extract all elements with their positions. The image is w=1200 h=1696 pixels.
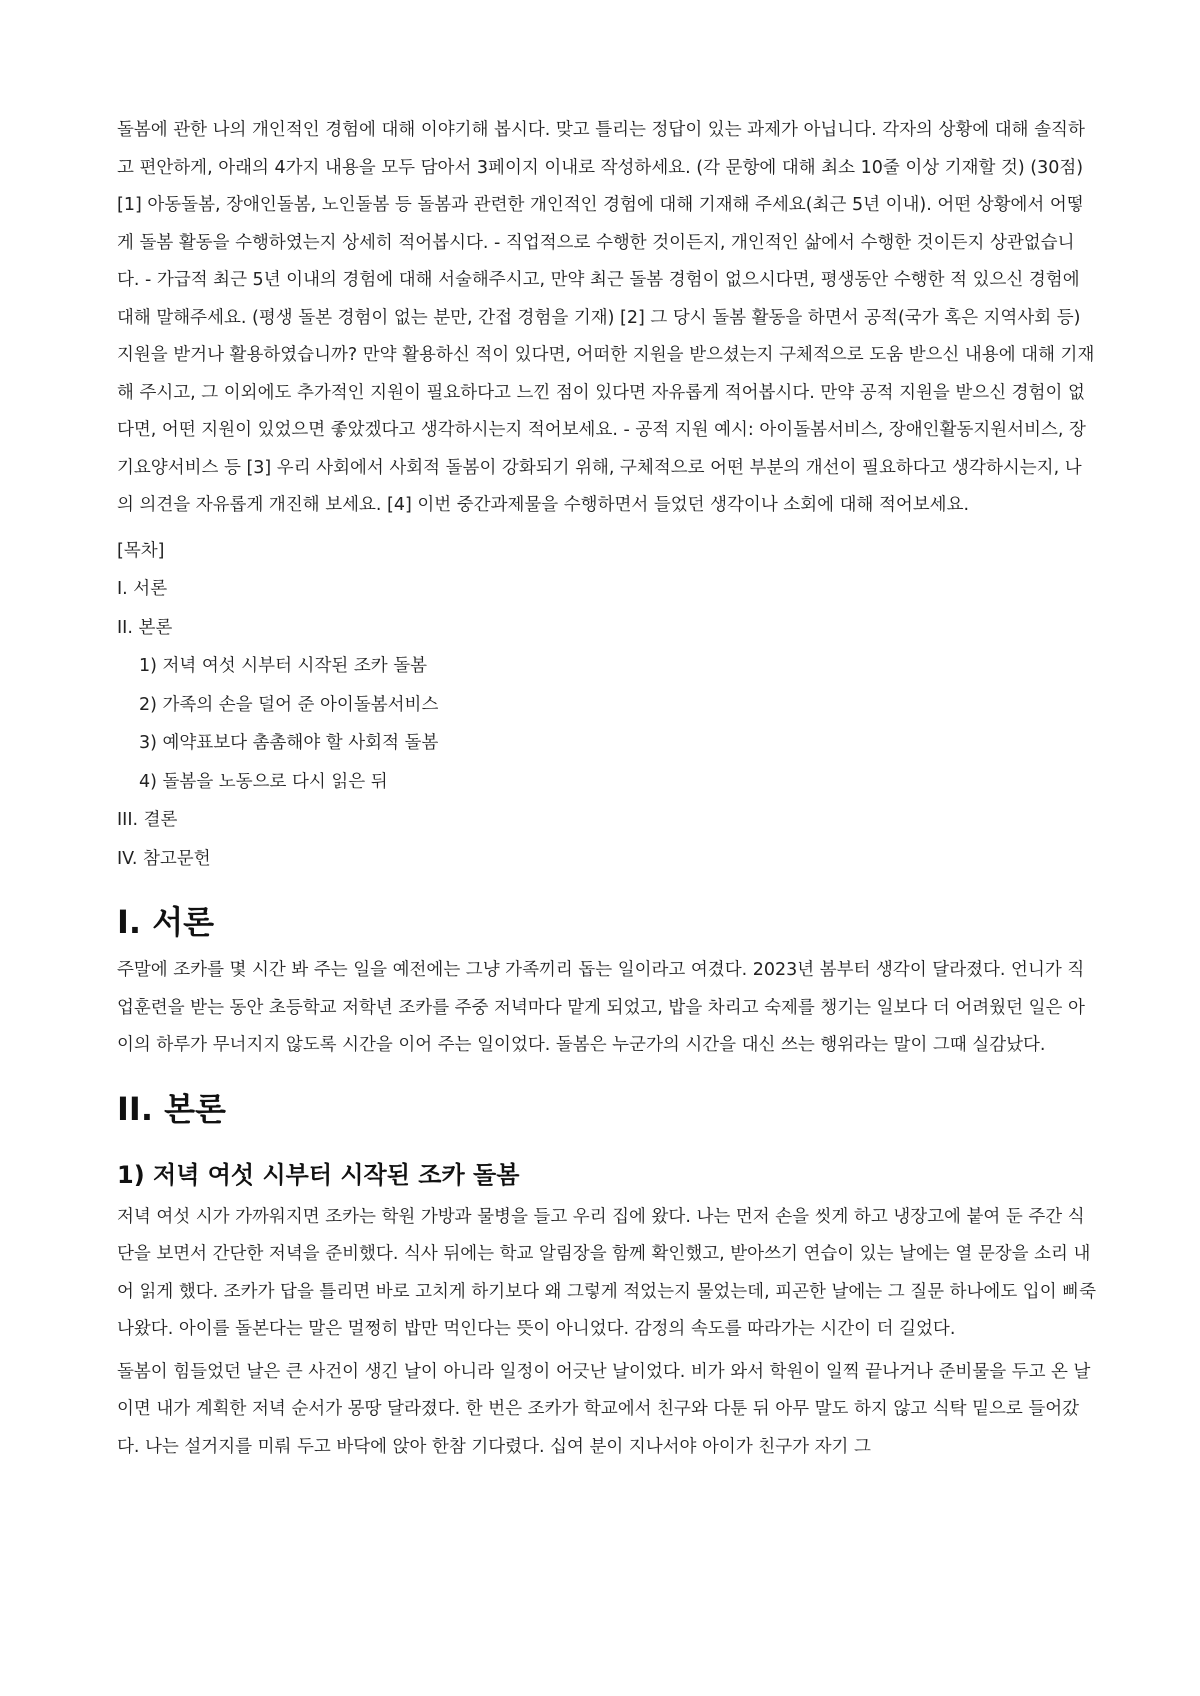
body-paragraph: 돌봄이 힘들었던 날은 큰 사건이 생긴 날이 아니라 일정이 어긋난 날이었다. 비가 와서 학원이 일찍 끝나거나 준비물을 두고 온 날이면 내가 계획한 저녁 순서가 몽땅 달라졌다. 한 번은 조카가 학교에서 친구와 다툰 뒤 아무 말도 하지 않고 식탁 밑으로 들어갔다. 나는 설거지를 미뤄 두고 바닥에 앉아 한참 기다렸다. 십여 분이 지나서야 아이가 친구가 자기 그	[117, 1361, 1091, 1457]
toc-item: IV. 참고문헌	[117, 848, 211, 869]
toc-item: III. 결론	[117, 810, 178, 830]
toc-item: I. 서론	[117, 579, 168, 599]
table-of-contents	[117, 533, 1096, 879]
toc-heading: [목차]	[117, 540, 165, 561]
subsection-heading-1: 1) 저녁 여섯 시부터 시작된 조카 돌봄	[117, 1160, 520, 1189]
toc-item: II. 본론	[117, 617, 173, 638]
assignment-prompt: 돌봄에 관한 나의 개인적인 경험에 대해 이야기해 봅시다. 맞고 틀리는 정답이 있는 과제가 아닙니다. 각자의 상황에 대해 솔직하고 편안하게, 아래의 4가지 내용을 모두 담아서 3페이지 이내로 작성하세요. (각 문항에 대해 최소 10줄 이상 기재할 것) (30점) [1] 아동돌봄, 장애인돌봄, 노인돌봄 등 돌봄과 관련한 개인적인 경험에 대해 기재해 주세요(최근 5년 이내). 어떤 상황에서 어떻게 돌봄 활동을 수행하였는지 상세히 적어봅시다. - 직업적으로 수행한 것이든지, 개인적인 삶에서 수행한 것이든지 상관없습니다. - 가급적 최근 5년 이내의 경험에 대해 서술해주시고, 만약 최근 돌봄 경험이 없으시다면, 평생동안 수행한 적 있으신 경험에 대해 말해주세요. (평생 돌본 경험이 없는 분만, 간접 경험을 기재) [2] 그 당시 돌봄 활동을 하면서 공적(국가 혹은 지역사회 등) 지원을 받거나 활용하였습니까? 만약 활용하신 적이 있다면, 어떠한 지원을 받으셨는지 구체적으로 도움 받으신 내용에 대해 기재해 주시고, 그 이외에도 추가적인 지원이 필요하다고 느낀 점이 있다면 자유롭게 적어봅시다. 만약 공적 지원을 받으신 경험이 없다면, 어떤 지원이 있었으면 좋았겠다고 생각하시는지 적어보세요. - 공적 지원 예시: 아이돌봄서비스, 장애인활동지원서비스, 장기요양서비스 등 [3] 우리 사회에서 사회적 돌봄이 강화되기 위해, 구체적으로 어떤 부분의 개선이 필요하다고 생각하시는지, 나의 의견을 자유롭게 개진해 보세요. [4] 이번 중간과제물을 수행하면서 들었던 생각이나 소회에 대해 적어보세요.	[117, 120, 1095, 515]
body-paragraph: 저녁 여섯 시가 가까워지면 조카는 학원 가방과 물병을 들고 우리 집에 왔다. 나는 먼저 손을 씻게 하고 냉장고에 붙여 둔 주간 식단을 보면서 간단한 저녁을 준비했다. 식사 뒤에는 학교 알림장을 함께 확인했고, 받아쓰기 연습이 있는 날에는 열 문장을 소리 내어 읽게 했다. 조카가 답을 틀리면 바로 고치게 하기보다 왜 그렇게 적었는지 물었는데, 피곤한 날에는 그 질문 하나에도 입이 삐죽 나왔다. 아이를 돌본다는 말은 멀쩡히 밥만 먹인다는 뜻이 아니었다. 감정의 속도를 따라가는 시간이 더 길었다.	[117, 1206, 1096, 1339]
toc-subitem: 2) 가족의 손을 덜어 준 아이돌봄서비스	[139, 694, 439, 715]
toc-subitem: 1) 저녁 여섯 시부터 시작된 조카 돌봄	[139, 656, 428, 676]
section-heading-introduction: I. 서론	[117, 903, 215, 941]
toc-subitem: 3) 예약표보다 촘촘해야 할 사회적 돌봄	[139, 733, 439, 753]
toc-subitem: 4) 돌봄을 노동으로 다시 읽은 뒤	[139, 771, 388, 792]
introduction-paragraph: 주말에 조카를 몇 시간 봐 주는 일을 예전에는 그냥 가족끼리 돕는 일이라고 여겼다. 2023년 봄부터 생각이 달라졌다. 언니가 직업훈련을 받는 동안 초등학교 저학년 조카를 주중 저녁마다 맡게 되었고, 밥을 차리고 숙제를 챙기는 일보다 더 어려웠던 일은 아이의 하루가 무너지지 않도록 시간을 이어 주는 일이었다. 돌봄은 누군가의 시간을 대신 쓰는 행위라는 말이 그때 실감났다.	[117, 960, 1085, 1055]
section-heading-body: II. 본론	[117, 1089, 226, 1128]
